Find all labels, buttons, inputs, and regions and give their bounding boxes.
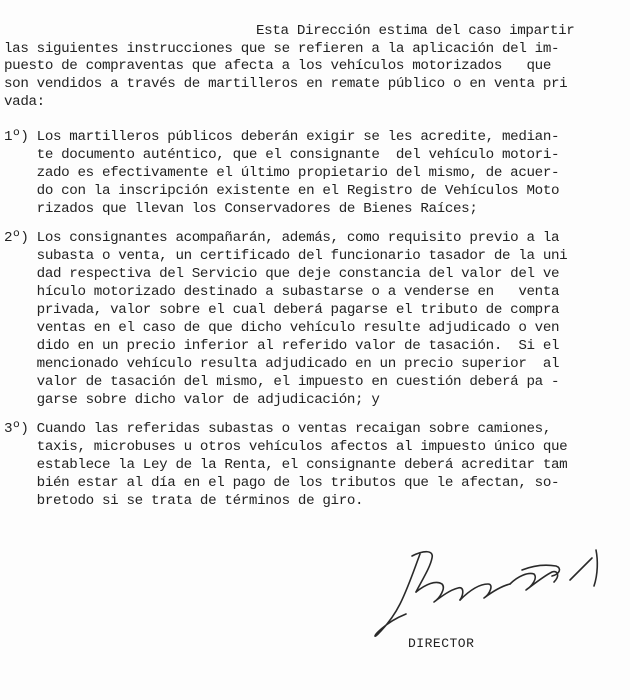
signature-stroke <box>594 550 597 586</box>
signature-stroke <box>375 554 420 636</box>
item1-line: te documento auténtico, que el consignante del vehículo motori- <box>4 147 560 163</box>
intro-line: son vendidos a través de martilleros en remate público o en venta pri <box>4 76 568 92</box>
item1-line: rizados que llevan los Conservadores de Bienes Raíces; <box>4 201 478 217</box>
intro-line: las siguientes instrucciones que se refieren a la aplicación del im- <box>4 41 560 57</box>
signature-stroke <box>412 552 432 592</box>
intro-line: Esta Dirección estima del caso impartir <box>256 23 575 39</box>
item3-line: taxis, microbuses u otros vehículos afectos al impuesto único que <box>4 439 568 455</box>
item3-line: bretodo si se trata de términos de giro. <box>4 493 364 509</box>
item3-line: establece la Ley de la Renta, el consignante deberá acreditar tam <box>4 457 568 473</box>
item2-line: garse sobre dicho valor de adjudicación; y <box>4 392 380 408</box>
signature-stroke <box>416 582 463 602</box>
signature-mark <box>372 540 612 650</box>
item2-line: hículo motorizado destinado a subastarse o a venderse en venta <box>4 284 560 300</box>
signature-stroke <box>460 584 510 600</box>
intro-line: puesto de compraventas que afecta a los vehículos motorizados que <box>4 58 551 74</box>
signature-stroke <box>570 558 592 580</box>
signatory-title: DIRECTOR <box>408 636 475 651</box>
item3-line: bién estar al día en el pago de los tributos que le afectan, so- <box>4 475 560 491</box>
item2-line: subasta o venta, un certificado del funcionario tasador de la uni <box>4 248 568 264</box>
item2-line: valor de tasación del mismo, el impuesto en cuestión deberá pa - <box>4 374 560 390</box>
item1-line: do con la inscripción existente en el Registro de Vehículos Moto <box>4 183 560 199</box>
item1-line: 1º) Los martilleros públicos deberán exigir se les acredite, median- <box>4 129 560 145</box>
intro-line: vada: <box>4 94 45 110</box>
item2-line: dido en un precio inferior al referido valor de tasación. Si el <box>4 338 560 354</box>
item1-line: zado es efectivamente el último propietario del mismo, de acuer- <box>4 165 560 181</box>
item3-line: 3º) Cuando las referidas subastas o ventas recaigan sobre camiones, <box>4 421 551 437</box>
item2-line: privada, valor sobre el cual deberá pagarse el tributo de compra <box>4 302 560 318</box>
item2-line: ventas en el caso de que dicho vehículo resulte adjudicado o ven <box>4 320 560 336</box>
item2-line: mencionado vehículo resulta adjudicado en un precio superior al <box>4 356 560 372</box>
item2-line: dad respectiva del Servicio que deje constancia del valor del ve <box>4 266 560 282</box>
item2-line: 2º) Los consignantes acompañarán, además, como requisito previo a la <box>4 230 560 246</box>
signature-stroke <box>510 572 558 590</box>
